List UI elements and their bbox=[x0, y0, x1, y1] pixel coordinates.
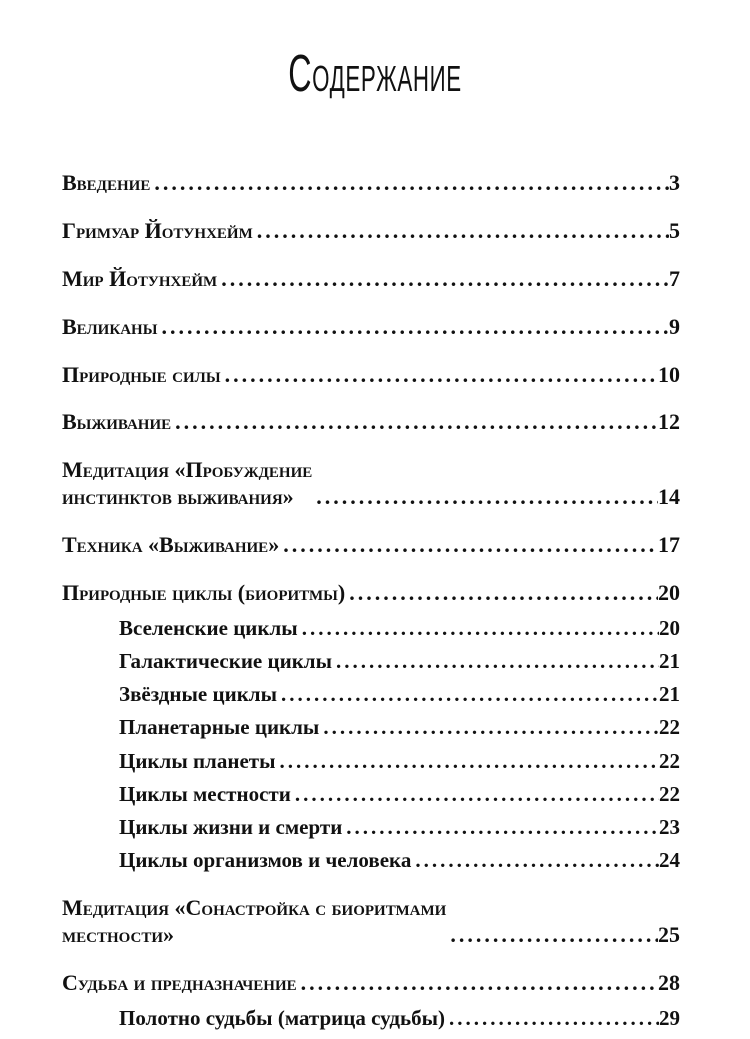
toc-entry-label: Великаны bbox=[62, 313, 158, 339]
dot-leader bbox=[279, 532, 658, 558]
toc-page-number: 9 bbox=[669, 313, 680, 339]
dot-leader bbox=[345, 580, 658, 606]
toc-subentry[interactable] bbox=[62, 649, 680, 674]
toc-entry[interactable] bbox=[62, 266, 680, 292]
toc-entry[interactable] bbox=[62, 580, 680, 606]
toc-entry-label: Мир Йотунхейм bbox=[62, 265, 218, 291]
toc-entry[interactable] bbox=[62, 170, 680, 196]
toc-page-number: 20 bbox=[659, 615, 680, 640]
toc-subentry[interactable] bbox=[62, 1006, 680, 1031]
dot-leader bbox=[411, 848, 659, 873]
dot-leader bbox=[157, 314, 669, 340]
toc-entry-label: Выживание bbox=[62, 409, 172, 435]
dot-leader bbox=[275, 749, 659, 774]
toc-page-number: 17 bbox=[658, 531, 680, 557]
dot-leader bbox=[319, 715, 659, 740]
toc-entry-label: Вселенские циклы bbox=[119, 615, 298, 640]
toc-entry-label: Циклы организмов и человека bbox=[119, 848, 412, 873]
toc-entry-label: Циклы местности bbox=[119, 781, 291, 806]
dot-leader bbox=[446, 922, 658, 948]
toc-entry-label: Циклы планеты bbox=[119, 748, 276, 773]
toc-subentry[interactable] bbox=[62, 782, 680, 807]
toc-page-number: 25 bbox=[658, 921, 680, 947]
dot-leader bbox=[332, 649, 659, 674]
toc-page-number: 20 bbox=[658, 579, 680, 605]
dot-leader bbox=[445, 1006, 659, 1031]
toc-entry[interactable] bbox=[62, 895, 680, 948]
dot-leader bbox=[312, 484, 658, 510]
toc-page-number: 3 bbox=[669, 170, 680, 195]
toc-subentry[interactable] bbox=[62, 616, 680, 641]
toc-page-number: 21 bbox=[659, 682, 680, 707]
toc-entry-label-line: Медитация «Пробуждение bbox=[62, 457, 313, 483]
toc-entry-label-line: местности» bbox=[62, 921, 175, 947]
toc-entry-label bbox=[62, 895, 446, 948]
toc-entry[interactable] bbox=[62, 457, 680, 510]
dot-leader bbox=[253, 218, 669, 244]
dot-leader bbox=[277, 682, 659, 707]
toc-entry[interactable] bbox=[62, 409, 680, 435]
toc-page-number: 10 bbox=[658, 361, 680, 387]
toc-page-number: 5 bbox=[669, 217, 680, 243]
toc-page-number: 14 bbox=[658, 483, 680, 509]
toc-entry-label: Природные циклы (биоритмы) bbox=[62, 579, 346, 605]
toc-entry-label: Судьба и предназначение bbox=[62, 969, 297, 995]
toc-entry-label: Полотно судьбы (матрица судьбы) bbox=[119, 1006, 445, 1031]
table-of-contents bbox=[62, 170, 680, 1039]
dot-leader bbox=[297, 970, 658, 996]
toc-page-number: 23 bbox=[659, 815, 680, 840]
toc-entry[interactable] bbox=[62, 532, 680, 558]
toc-entry-label: Циклы жизни и смерти bbox=[119, 815, 343, 840]
toc-subentry[interactable] bbox=[62, 848, 680, 873]
toc-entry-label: Природные силы bbox=[62, 361, 221, 387]
toc-entry-label-line: Медитация «Сонастройка с биоритмами bbox=[62, 895, 447, 921]
toc-subentry[interactable] bbox=[62, 715, 680, 740]
toc-page-number: 22 bbox=[659, 748, 680, 773]
page-title: Содержание bbox=[288, 45, 462, 103]
toc-subentry[interactable] bbox=[62, 815, 680, 840]
toc-page-number: 24 bbox=[659, 848, 680, 873]
dot-leader bbox=[291, 782, 659, 807]
toc-entry-label: Гримуар Йотунхейм bbox=[62, 217, 253, 243]
toc-entry[interactable] bbox=[62, 218, 680, 244]
dot-leader bbox=[171, 409, 658, 435]
toc-entry-label bbox=[62, 457, 312, 510]
toc-entry-label: Галактические циклы bbox=[119, 649, 332, 674]
toc-entry-label: Планетарные циклы bbox=[119, 715, 320, 740]
toc-entry[interactable] bbox=[62, 314, 680, 340]
toc-entry-label-line: инстинктов выживания» bbox=[62, 483, 294, 509]
toc-page-number: 29 bbox=[659, 1006, 680, 1031]
toc-page-number: 21 bbox=[659, 649, 680, 674]
dot-leader bbox=[221, 362, 658, 388]
toc-entry-label: Звёздные циклы bbox=[119, 682, 277, 707]
toc-page-number: 22 bbox=[659, 715, 680, 740]
toc-page-number: 22 bbox=[659, 781, 680, 806]
toc-entry[interactable] bbox=[62, 362, 680, 388]
dot-leader bbox=[342, 815, 659, 840]
toc-page-number: 7 bbox=[669, 265, 680, 291]
toc-entry-label: Введение bbox=[62, 170, 151, 195]
toc-subentry[interactable] bbox=[62, 682, 680, 707]
toc-entry-label: Техника «Выживание» bbox=[62, 531, 280, 557]
toc-page-number: 28 bbox=[658, 969, 680, 995]
toc-page-number: 12 bbox=[658, 409, 680, 435]
dot-leader bbox=[150, 170, 669, 196]
dot-leader bbox=[298, 616, 659, 641]
toc-entry[interactable] bbox=[62, 970, 680, 996]
dot-leader bbox=[217, 266, 669, 292]
toc-subentry[interactable] bbox=[62, 749, 680, 774]
